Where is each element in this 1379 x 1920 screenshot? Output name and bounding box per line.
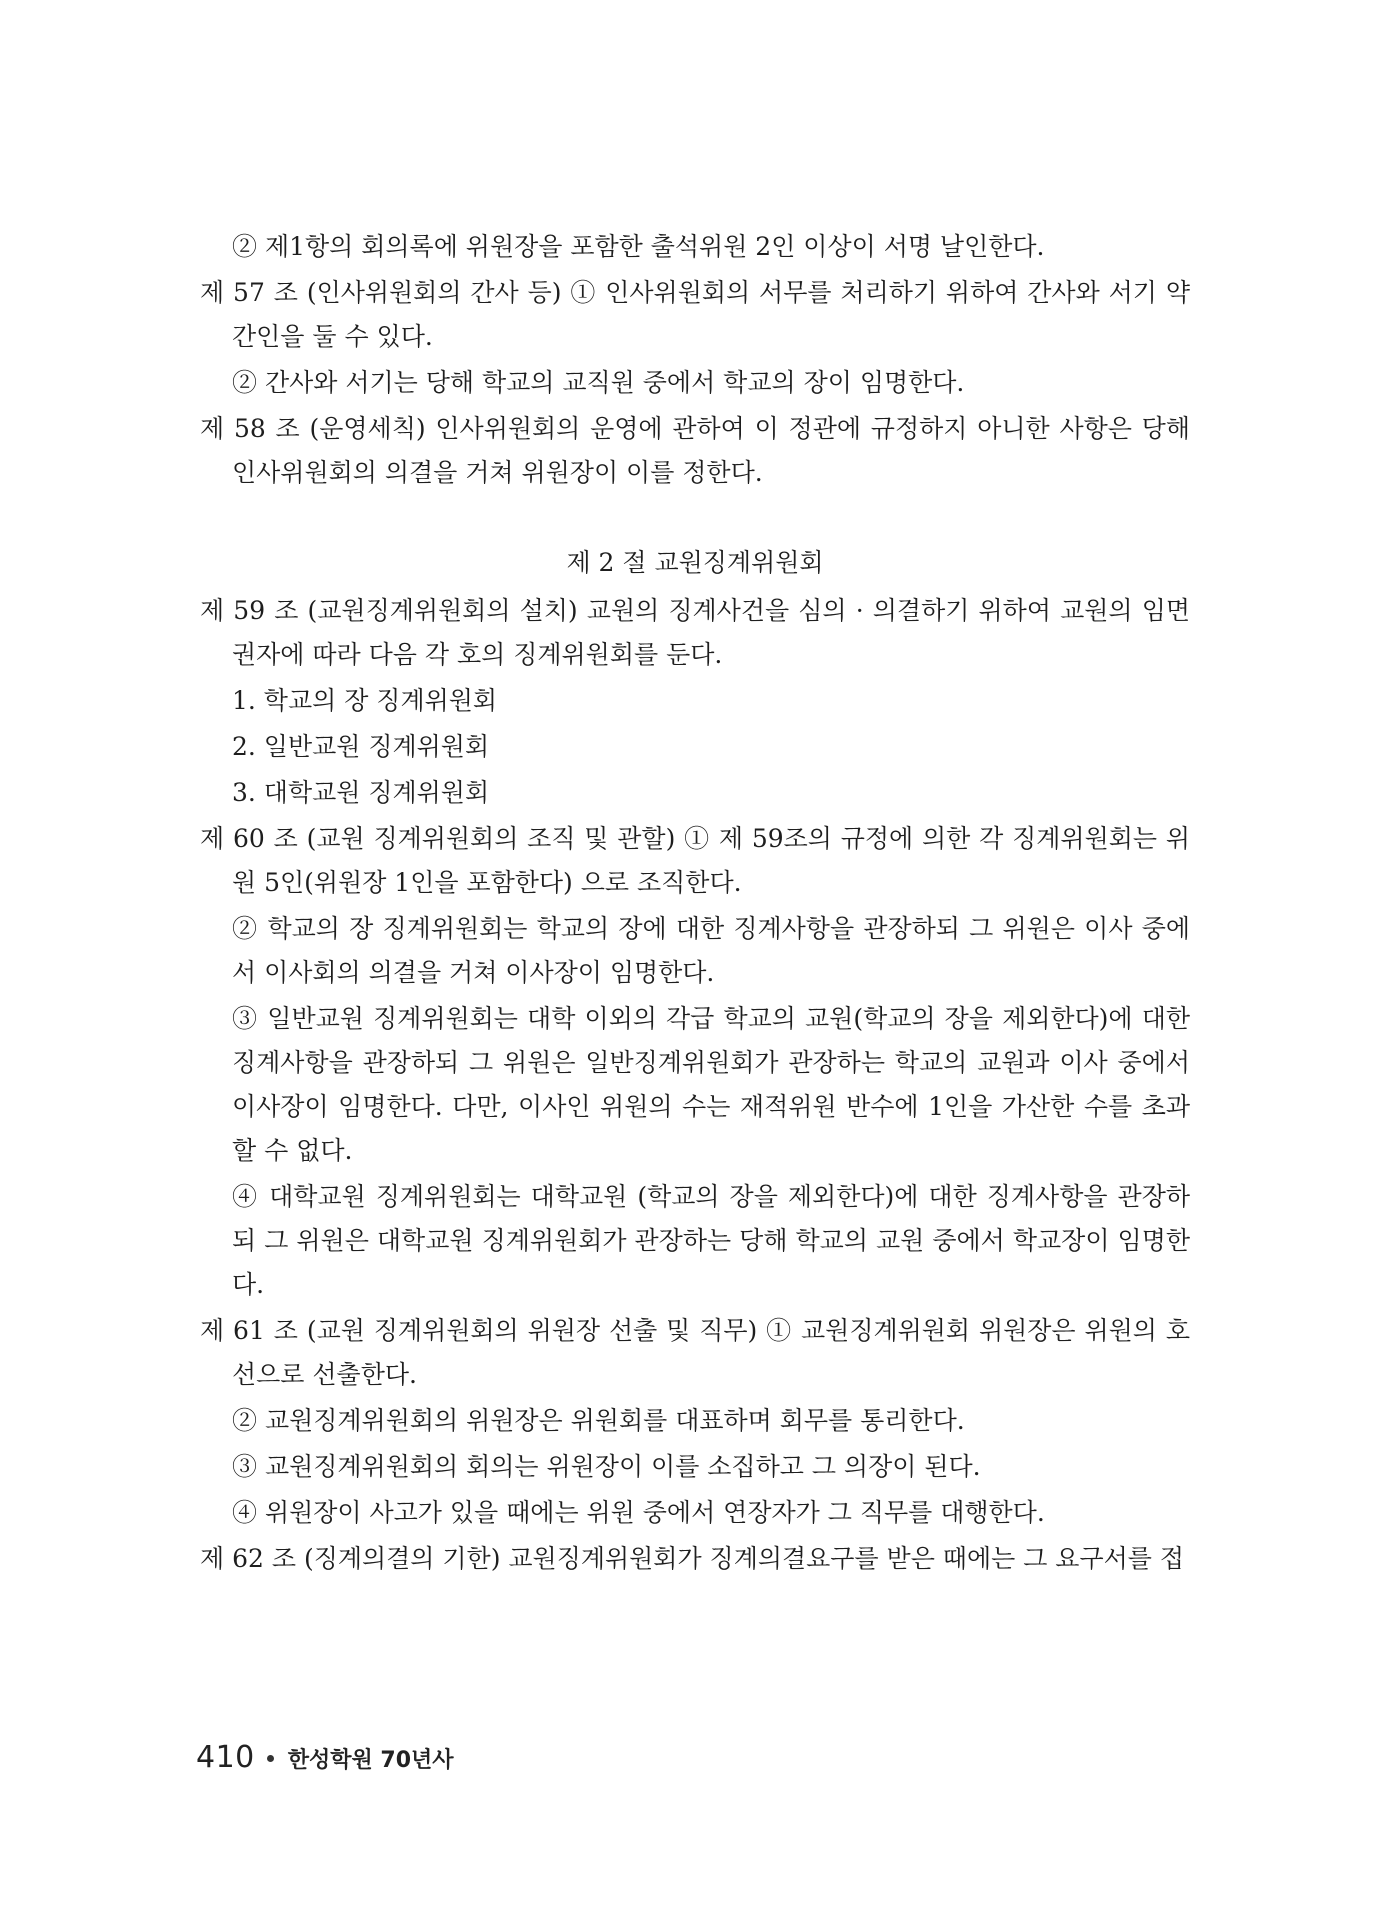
article-paragraph: 제 61 조 (교원 징계위원회의 위원장 선출 및 직무) ① 교원징계위원회 위원장은 위원의 호선으로 선출한다. bbox=[200, 1316, 1190, 1389]
clause-paragraph: ③ 일반교원 징계위원회는 대학 이외의 각급 학교의 교원(학교의 장을 제외한다)에 대한 징계사항을 관장하되 그 위원은 일반징계위원회가 관장하는 학교의 교원과 이사 중에서 이사장이 임명한다. 다만, 이사인 위원의 수는 재적위원 반수에 1인을 가산한 수를 초과할 수 없다. bbox=[232, 1004, 1190, 1165]
clause-paragraph: ② 학교의 장 징계위원회는 학교의 장에 대한 징계사항을 관장하되 그 위원은 이사 중에서 이사회의 의결을 거쳐 이사장이 임명한다. bbox=[232, 914, 1190, 987]
article-paragraph: 제 62 조 (징계의결의 기한) 교원징계위원회가 징계의결요구를 받은 때에는 그 요구서를 접 bbox=[200, 1544, 1184, 1573]
article-paragraph: 제 59 조 (교원징계위원회의 설치) 교원의 징계사건을 심의 · 의결하기 위하여 교원의 임면권자에 따라 다음 각 호의 징계위원회를 둔다. bbox=[200, 596, 1190, 669]
clause-paragraph: ③ 교원징계위원회의 회의는 위원장이 이를 소집하고 그 의장이 된다. bbox=[232, 1452, 981, 1481]
clause-paragraph: ② 제1항의 회의록에 위원장을 포함한 출석위원 2인 이상이 서명 날인한다. bbox=[232, 232, 1045, 261]
page-number: 410 bbox=[196, 1740, 255, 1775]
article-paragraph: 제 58 조 (운영세칙) 인사위원회의 운영에 관하여 이 정관에 규정하지 아니한 사항은 당해 인사위원회의 의결을 거쳐 위원장이 이를 정한다. bbox=[200, 414, 1190, 487]
list-item: 1. 학교의 장 징계위원회 bbox=[232, 686, 498, 715]
document-body bbox=[200, 225, 1190, 1583]
section-title: 제 2 절 교원징계위원회 bbox=[566, 548, 824, 577]
clause-paragraph: ④ 위원장이 사고가 있을 때에는 위원 중에서 연장자가 그 직무를 대행한다. bbox=[232, 1498, 1045, 1527]
clause-paragraph: ④ 대학교원 징계위원회는 대학교원 (학교의 장을 제외한다)에 대한 징계사항을 관장하되 그 위원은 대학교원 징계위원회가 관장하는 당해 학교의 교원 중에서 학교장이 임명한다. bbox=[232, 1182, 1190, 1299]
article-paragraph: 제 57 조 (인사위원회의 간사 등) ① 인사위원회의 서무를 처리하기 위하여 간사와 서기 약간인을 둘 수 있다. bbox=[200, 278, 1190, 351]
book-title: 한성학원 70년사 bbox=[287, 1748, 454, 1773]
list-item: 2. 일반교원 징계위원회 bbox=[232, 732, 490, 761]
page-footer bbox=[196, 1740, 454, 1775]
article-paragraph: 제 60 조 (교원 징계위원회의 조직 및 관할) ① 제 59조의 규정에 의한 각 징계위원회는 위원 5인(위원장 1인을 포함한다) 으로 조직한다. bbox=[200, 824, 1190, 897]
clause-paragraph: ② 교원징계위원회의 위원장은 위원회를 대표하며 회무를 통리한다. bbox=[232, 1406, 965, 1435]
clause-paragraph: ② 간사와 서기는 당해 학교의 교직원 중에서 학교의 장이 임명한다. bbox=[232, 368, 965, 397]
list-item: 3. 대학교원 징계위원회 bbox=[232, 778, 490, 807]
bullet-dot-icon bbox=[267, 1755, 274, 1762]
